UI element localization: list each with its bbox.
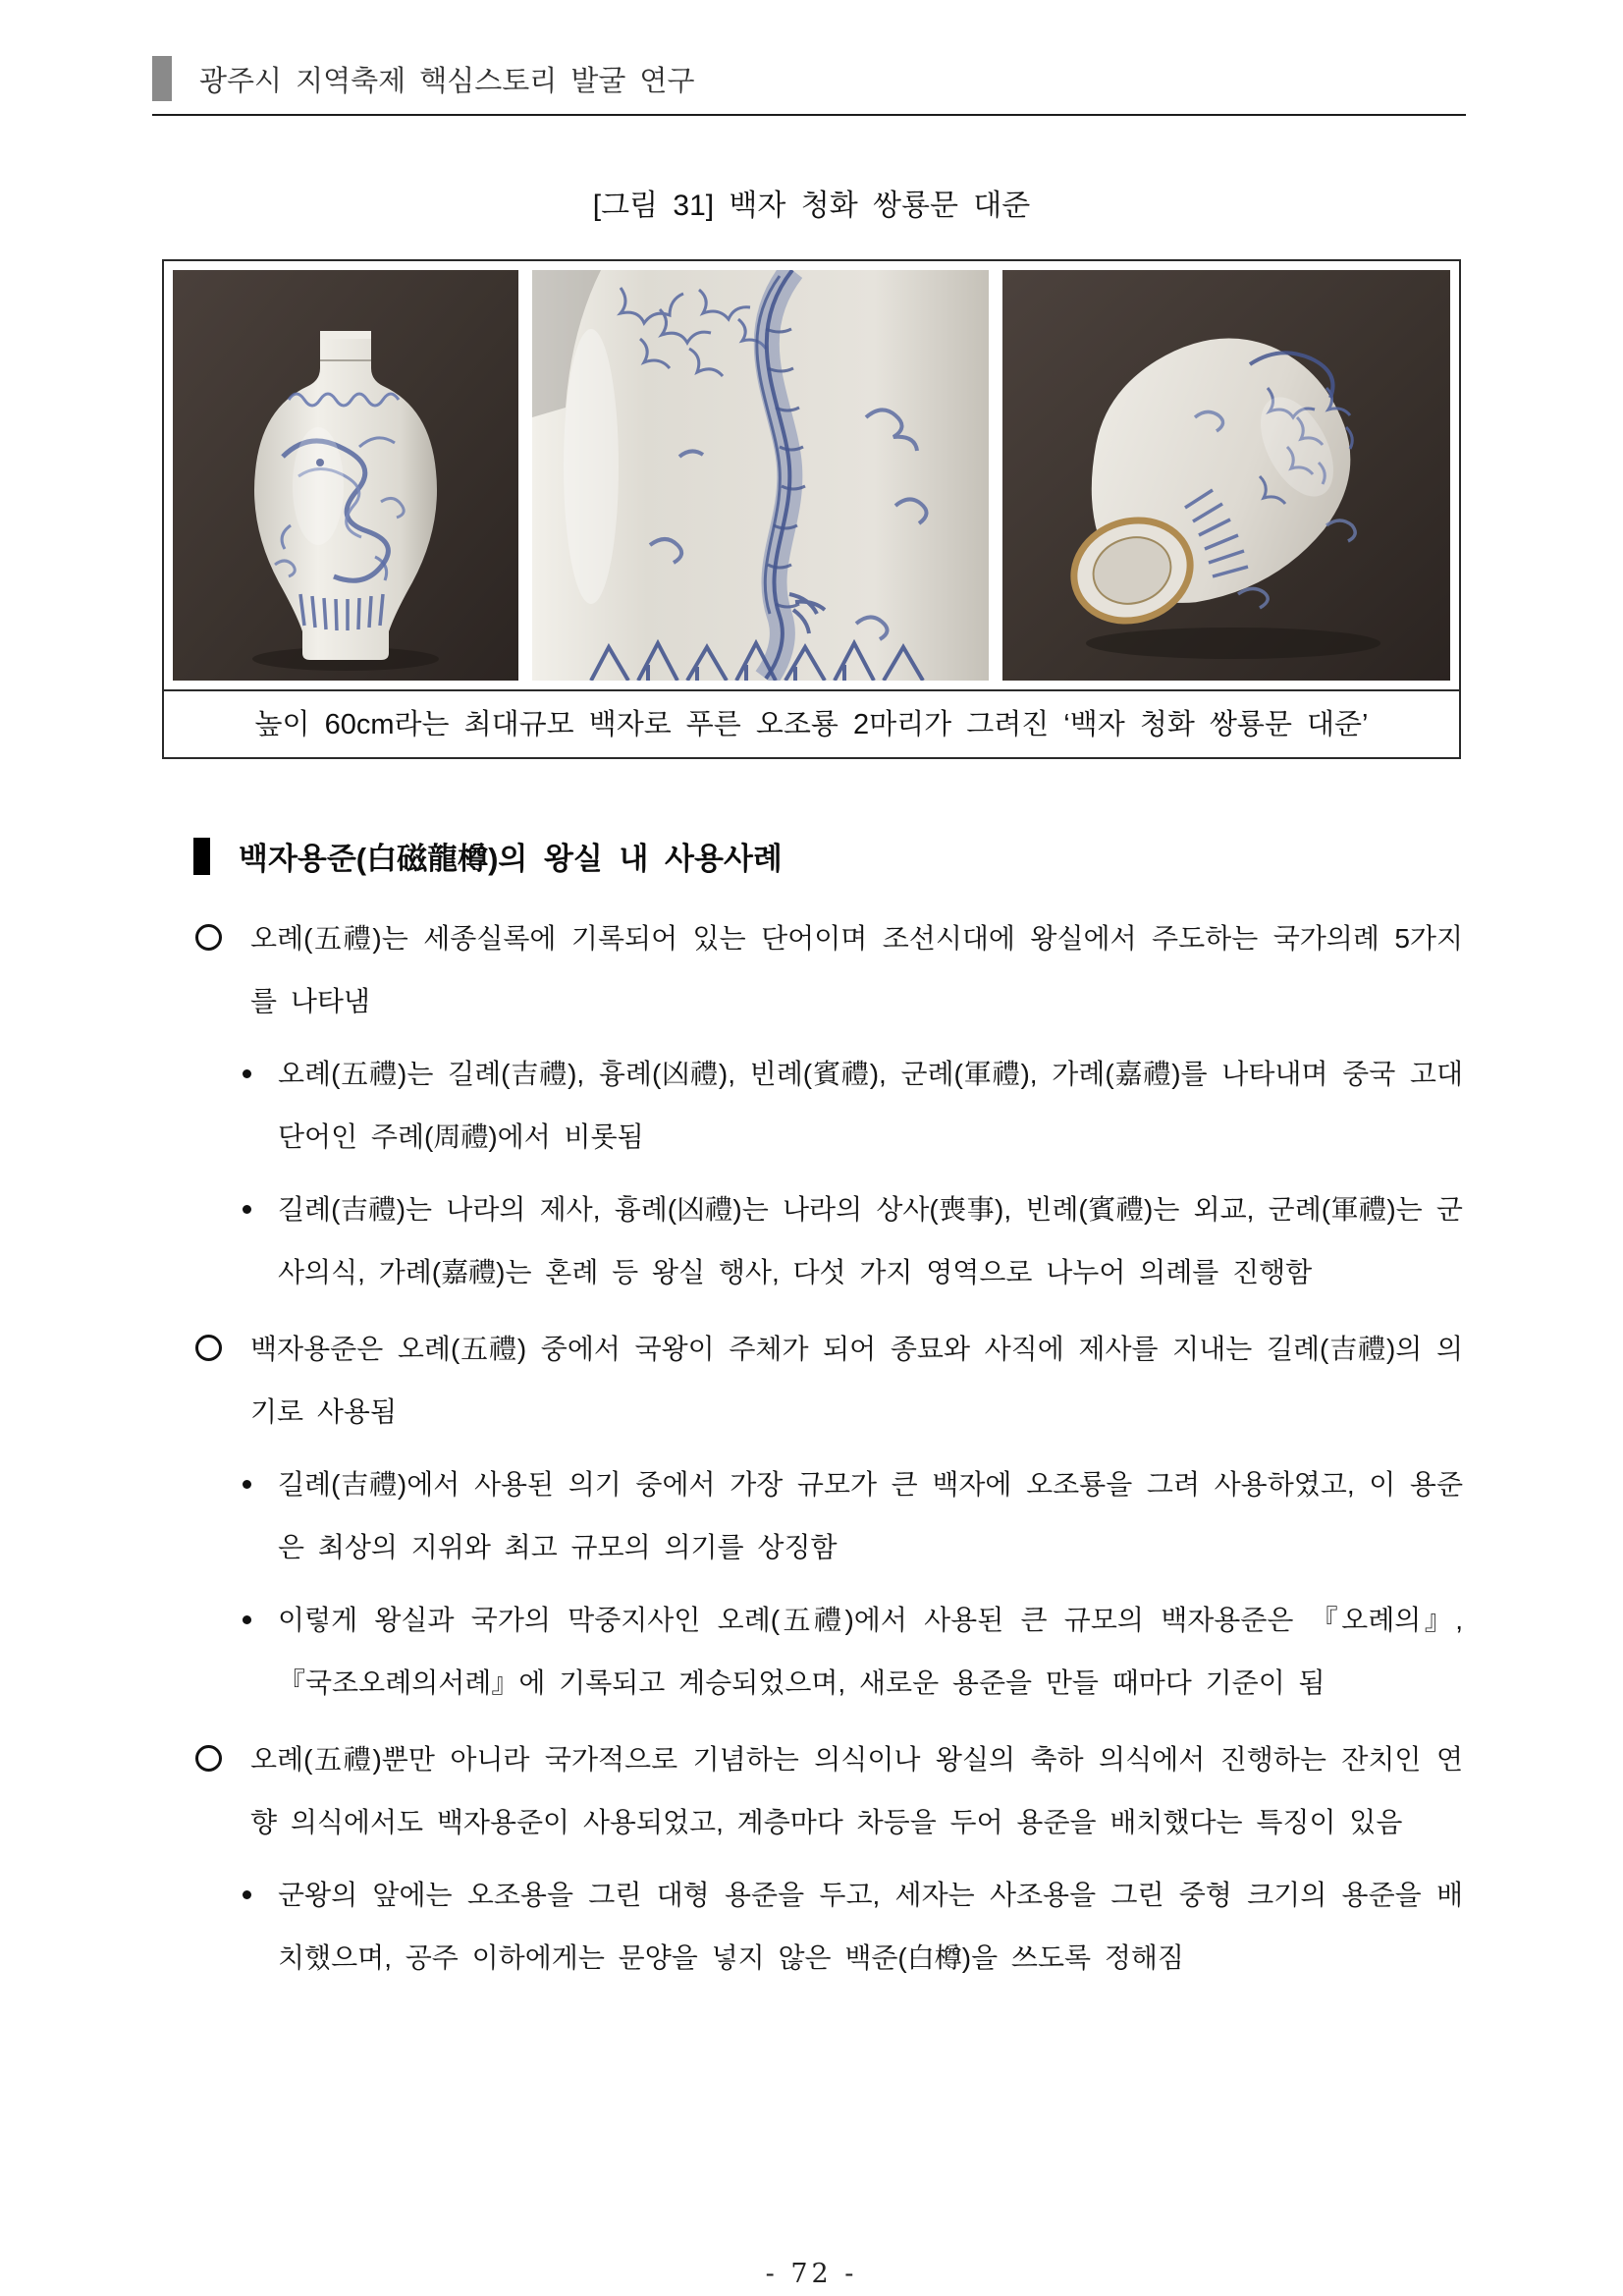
bullet-text: 길례(吉禮)는 나라의 제사, 흉례(凶禮)는 나라의 상사(喪事), 빈례(賓禮)는 외교, 군례(軍禮)는 군사의식, 가례(嘉禮)는 혼례 등 왕실 행사, 다섯 가지 영역으로 나누어 의례를 진행함	[278, 1194, 1463, 1287]
document-title: 광주시 지역축제 핵심스토리 발굴 연구	[199, 65, 695, 97]
bullet-text: 오례(五禮)는 길례(吉禮), 흉례(凶禮), 빈례(賓禮), 군례(軍禮), 가례(嘉禮)를 나타내며 중국 고대 단어인 주례(周禮)에서 비롯됨	[278, 1059, 1463, 1152]
bullet-item	[236, 1043, 1463, 1169]
running-header	[152, 56, 1466, 116]
vase-full-illustration	[173, 270, 518, 681]
bullet-text: 오례(五禮)뿐만 아니라 국가적으로 기념하는 의식이나 왕실의 축하 의식에서 진행하는 잔치인 연향 의식에서도 백자용준이 사용되었고, 계층마다 차등을 두어 용준을 배치했다는 특징이 있음	[250, 1744, 1463, 1837]
bullet-item	[236, 1178, 1463, 1304]
vase-tilted-illustration	[1002, 270, 1450, 681]
dot-bullet-icon	[243, 1205, 251, 1214]
circle-bullet-icon	[195, 1335, 222, 1361]
vase-closeup-illustration	[532, 270, 989, 681]
bullet-item	[193, 1318, 1463, 1444]
bullet-item	[236, 1589, 1463, 1715]
dot-bullet-icon	[243, 1890, 251, 1899]
bullet-item	[236, 1864, 1463, 1990]
body-content	[193, 834, 1463, 1990]
dot-bullet-icon	[243, 1069, 251, 1078]
dot-bullet-icon	[243, 1615, 251, 1624]
figure-title: [그림 31] 백자 청화 쌍룡문 대준	[592, 190, 1031, 222]
bullet-item	[193, 907, 1463, 1033]
figure-caption: 높이 60cm라는 최대규모 백자로 푸른 오조룡 2마리가 그려진 ‘백자 청화 쌍룡문 대준’	[164, 689, 1459, 757]
header-bar-icon	[152, 56, 172, 101]
bullet-text: 오례(五禮)는 세종실록에 기록되어 있는 단어이며 조선시대에 왕실에서 주도하는 국가의례 5가지를 나타냄	[250, 923, 1463, 1016]
circle-bullet-icon	[195, 924, 222, 951]
section-heading	[193, 834, 1463, 878]
photo-jar-closeup	[532, 270, 989, 681]
bullet-text: 백자용준은 오례(五禮) 중에서 국왕이 주체가 되어 종묘와 사직에 제사를 지내는 길례(吉禮)의 의기로 사용됨	[250, 1334, 1463, 1427]
photo-jar-full-view	[173, 270, 518, 681]
figure-box	[162, 259, 1461, 759]
bullet-text: 이렇게 왕실과 국가의 막중지사인 오례(五禮)에서 사용된 큰 규모의 백자용준은 『오례의』, 『국조오례의서례』에 기록되고 계승되었으며, 새로운 용준을 만들 때마다 기준이 됨	[278, 1605, 1463, 1698]
bullet-item	[236, 1453, 1463, 1579]
bullet-text: 군왕의 앞에는 오조용을 그린 대형 용준을 두고, 세자는 사조용을 그린 중형 크기의 용준을 배치했으며, 공주 이하에게는 문양을 넣지 않은 백준(白樽)을 쓰도록 정해짐	[278, 1880, 1463, 1973]
figure-photos-row	[164, 261, 1459, 689]
circle-bullet-icon	[195, 1745, 222, 1772]
heading-bar-icon	[193, 838, 210, 875]
section-heading-text: 백자용준(白磁龍樽)의 왕실 내 사용사례	[239, 842, 783, 876]
page-number: - 72 -	[765, 2259, 858, 2289]
bullet-text: 길례(吉禮)에서 사용된 의기 중에서 가장 규모가 큰 백자에 오조룡을 그려 사용하였고, 이 용준은 최상의 지위와 최고 규모의 의기를 상징함	[278, 1469, 1463, 1562]
dot-bullet-icon	[243, 1480, 251, 1489]
photo-jar-tilted	[1002, 270, 1450, 681]
bullet-item	[193, 1728, 1463, 1854]
